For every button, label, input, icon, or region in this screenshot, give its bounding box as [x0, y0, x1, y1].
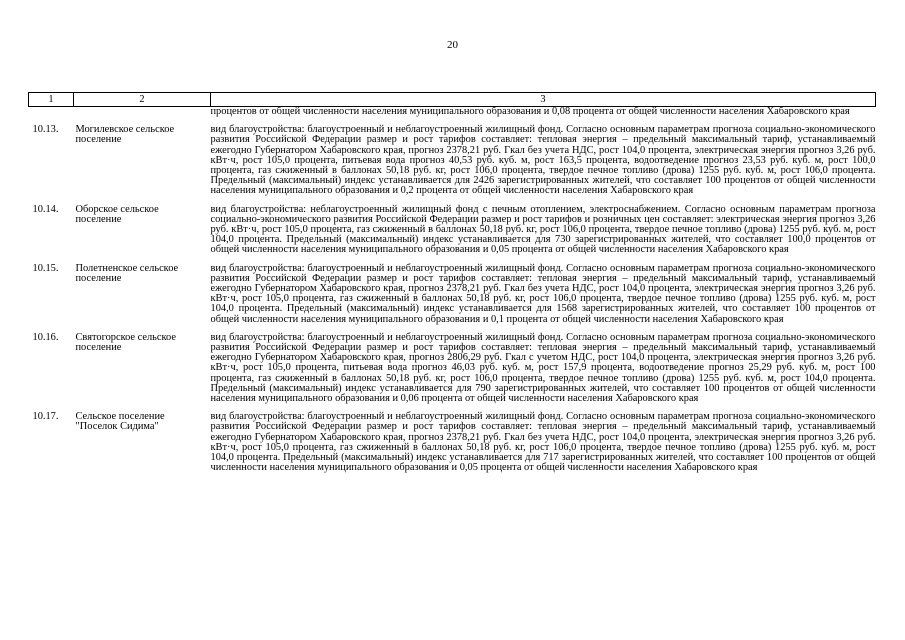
- tariff-description: вид благоустройства: благоустроенный и неблагоустроенный жилищный фонд. Согласно основным параметрам прогноза социально-экономического развития Российской Федерации размер и рост тарифов составляет: тепловая энергия – предельный максимальный тариф, устанавливаемый ежегодно Губернатором Хабаровского края, прогноз 2378,21 руб. Гкал без учета НДС, рост 104,0 процента, электрическая энергия прогноз 3,26 руб. кВт·ч, рост 105,0 процента, питьевая вода прогноз 40,53 руб. куб. м, рост 163,5 процента, водоотведение прогноз 23,53 руб. куб. м, рост 100,0 процента, газ сжиженный в баллонах 50,18 руб. кг, рост 106,0 процента, твердое печное топливо (дрова) 1255 руб. куб. м, рост 106,0 процента. Предельный (максимальный) индекс устанавливается для 2426 зарегистрированных жителей, что составляет 100 процентов от общей численности населения муниципального образования и 0,2 процента от общей численности населения Хабаровского края: [210, 124, 876, 197]
- table-header-row: [29, 93, 876, 107]
- table-row: [29, 264, 876, 333]
- tariff-description: вид благоустройства: благоустроенный и неблагоустроенный жилищный фонд. Согласно основным параметрам прогноза социально-экономического развития Российской Федерации размер и рост тарифов составляет: тепловая энергия – предельный максимальный тариф, устанавливаемый ежегодно Губернатором Хабаровского края, прогноз 2806,29 руб. Гкал с учетом НДС, рост 104,0 процента, электрическая энергия прогноз 3,26 руб. кВт·ч, рост 105,0 процента, питьевая вода прогноз 46,03 руб. куб. м, рост 157,9 процента, водоотведение прогноз 25,29 руб. куб. м, рост 100 процента, газ сжиженный в баллонах 50,18 руб. кг, рост 106,0 процента, твердое печное топливо (дрова) 1255 руб. куб. м, рост 104,0 процента. Предельный (максимальный) индекс устанавливается для 790 зарегистрированных жителей, что составляет 100 процентов от общей численности населения муниципального образования и 0,06 процента от общей численности населения Хабаровского края: [210, 331, 876, 405]
- settlement-name: Полетненское сельское поселение: [75, 262, 179, 284]
- tariff-description: вид благоустройства: благоустроенный и неблагоустроенный жилищный фонд. Согласно основным параметрам прогноза социально-экономического развития Российской Федерации размер и рост тарифов составляет: тепловая энергия – предельный максимальный тариф, устанавливаемый ежегодно Губернатором Хабаровского края, прогноз 2378,21 руб. Гкал без учета НДС, рост 104,0 процента, электрическая энергия прогноз 3,26 руб. кВт·ч, рост 105,0 процента, газ сжиженный в баллонах 50,18 руб. кг, рост 106,0 процента, твердое печное топливо (дрова) 1255 руб. куб. м, рост 104,0 процента. Предельный (максимальный) индекс устанавливается для 717 зарегистрированных жителей, что составляет 100 процентов от общей численности населения муниципального образования и 0,05 процента от общей численности населения Хабаровского края: [210, 411, 876, 474]
- table-row-continuation: [29, 107, 876, 126]
- row-number: 10.15.: [32, 262, 59, 274]
- settlement-name: Оборское сельское поселение: [75, 203, 159, 225]
- tariff-table: [28, 92, 876, 482]
- row-number: 10.16.: [32, 331, 59, 343]
- settlement-name: Могилевское сельское поселение: [75, 124, 175, 146]
- settlement-name: Святогорское сельское поселение: [75, 331, 176, 354]
- table-row: [29, 333, 876, 412]
- table-row: [29, 205, 876, 264]
- column-header-3: 3: [211, 93, 876, 107]
- tariff-description: вид благоустройства: неблагоустроенный жилищный фонд с печным отоплением, электроснабжением. Согласно основным параметрам прогноза социально-экономического развития Российской Федерации размер и рост тарифов и розничных цен составляет: электрическая энергия прогноз 3,26 руб. кВт·ч, рост 105,0 процента, газ сжиженный в баллонах 50,18 руб. кг, рост 106,0 процента, твердое печное топливо (дрова) 1255 руб. куб. м, рост 104,0 процента. Предельный (максимальный) индекс устанавливается для 730 зарегистрированных жителей, что составляет 100,0 процентов от общей численности населения муниципального образования и 0,05 процента от общей численности населения Хабаровского края: [210, 203, 876, 256]
- column-header-2: 2: [74, 93, 211, 107]
- page-number: 20: [447, 39, 458, 51]
- row-number: 10.13.: [32, 124, 59, 136]
- tariff-description: вид благоустройства: благоустроенный и неблагоустроенный жилищный фонд. Согласно основным параметрам прогноза социально-экономического развития Российской Федерации размер и рост тарифов составляет: тепловая энергия – предельный максимальный тариф, устанавливаемый ежегодно Губернатором Хабаровского края, прогноз 2378,21 руб. Гкал без учета НДС, рост 104,0 процента, электрическая энергия прогноз 3,26 руб. кВт·ч, рост 105,0 процента, газ сжиженный в баллонах 50,18 руб. кг, рост 106,0 процента, твердое печное топливо (дрова) 1255 руб. куб. м, рост 104,0 процента. Предельный (максимальный) индекс устанавливается для 1568 зарегистрированных жителей, что составляет 100 процентов от общей численности населения муниципального образования и 0,1 процента от общей численности населения Хабаровского края: [210, 262, 876, 325]
- row-number: 10.14.: [32, 203, 59, 215]
- continuation-text: процентов от общей численности населения муниципального образования и 0,08 процента от общей численности населения Хабаровского края: [210, 106, 850, 117]
- settlement-name: Сельское поселение "Поселок Сидима": [75, 411, 165, 433]
- table-row: [29, 412, 876, 481]
- table-row: [29, 125, 876, 204]
- row-number: 10.17.: [32, 411, 59, 423]
- column-header-1: 1: [29, 93, 74, 107]
